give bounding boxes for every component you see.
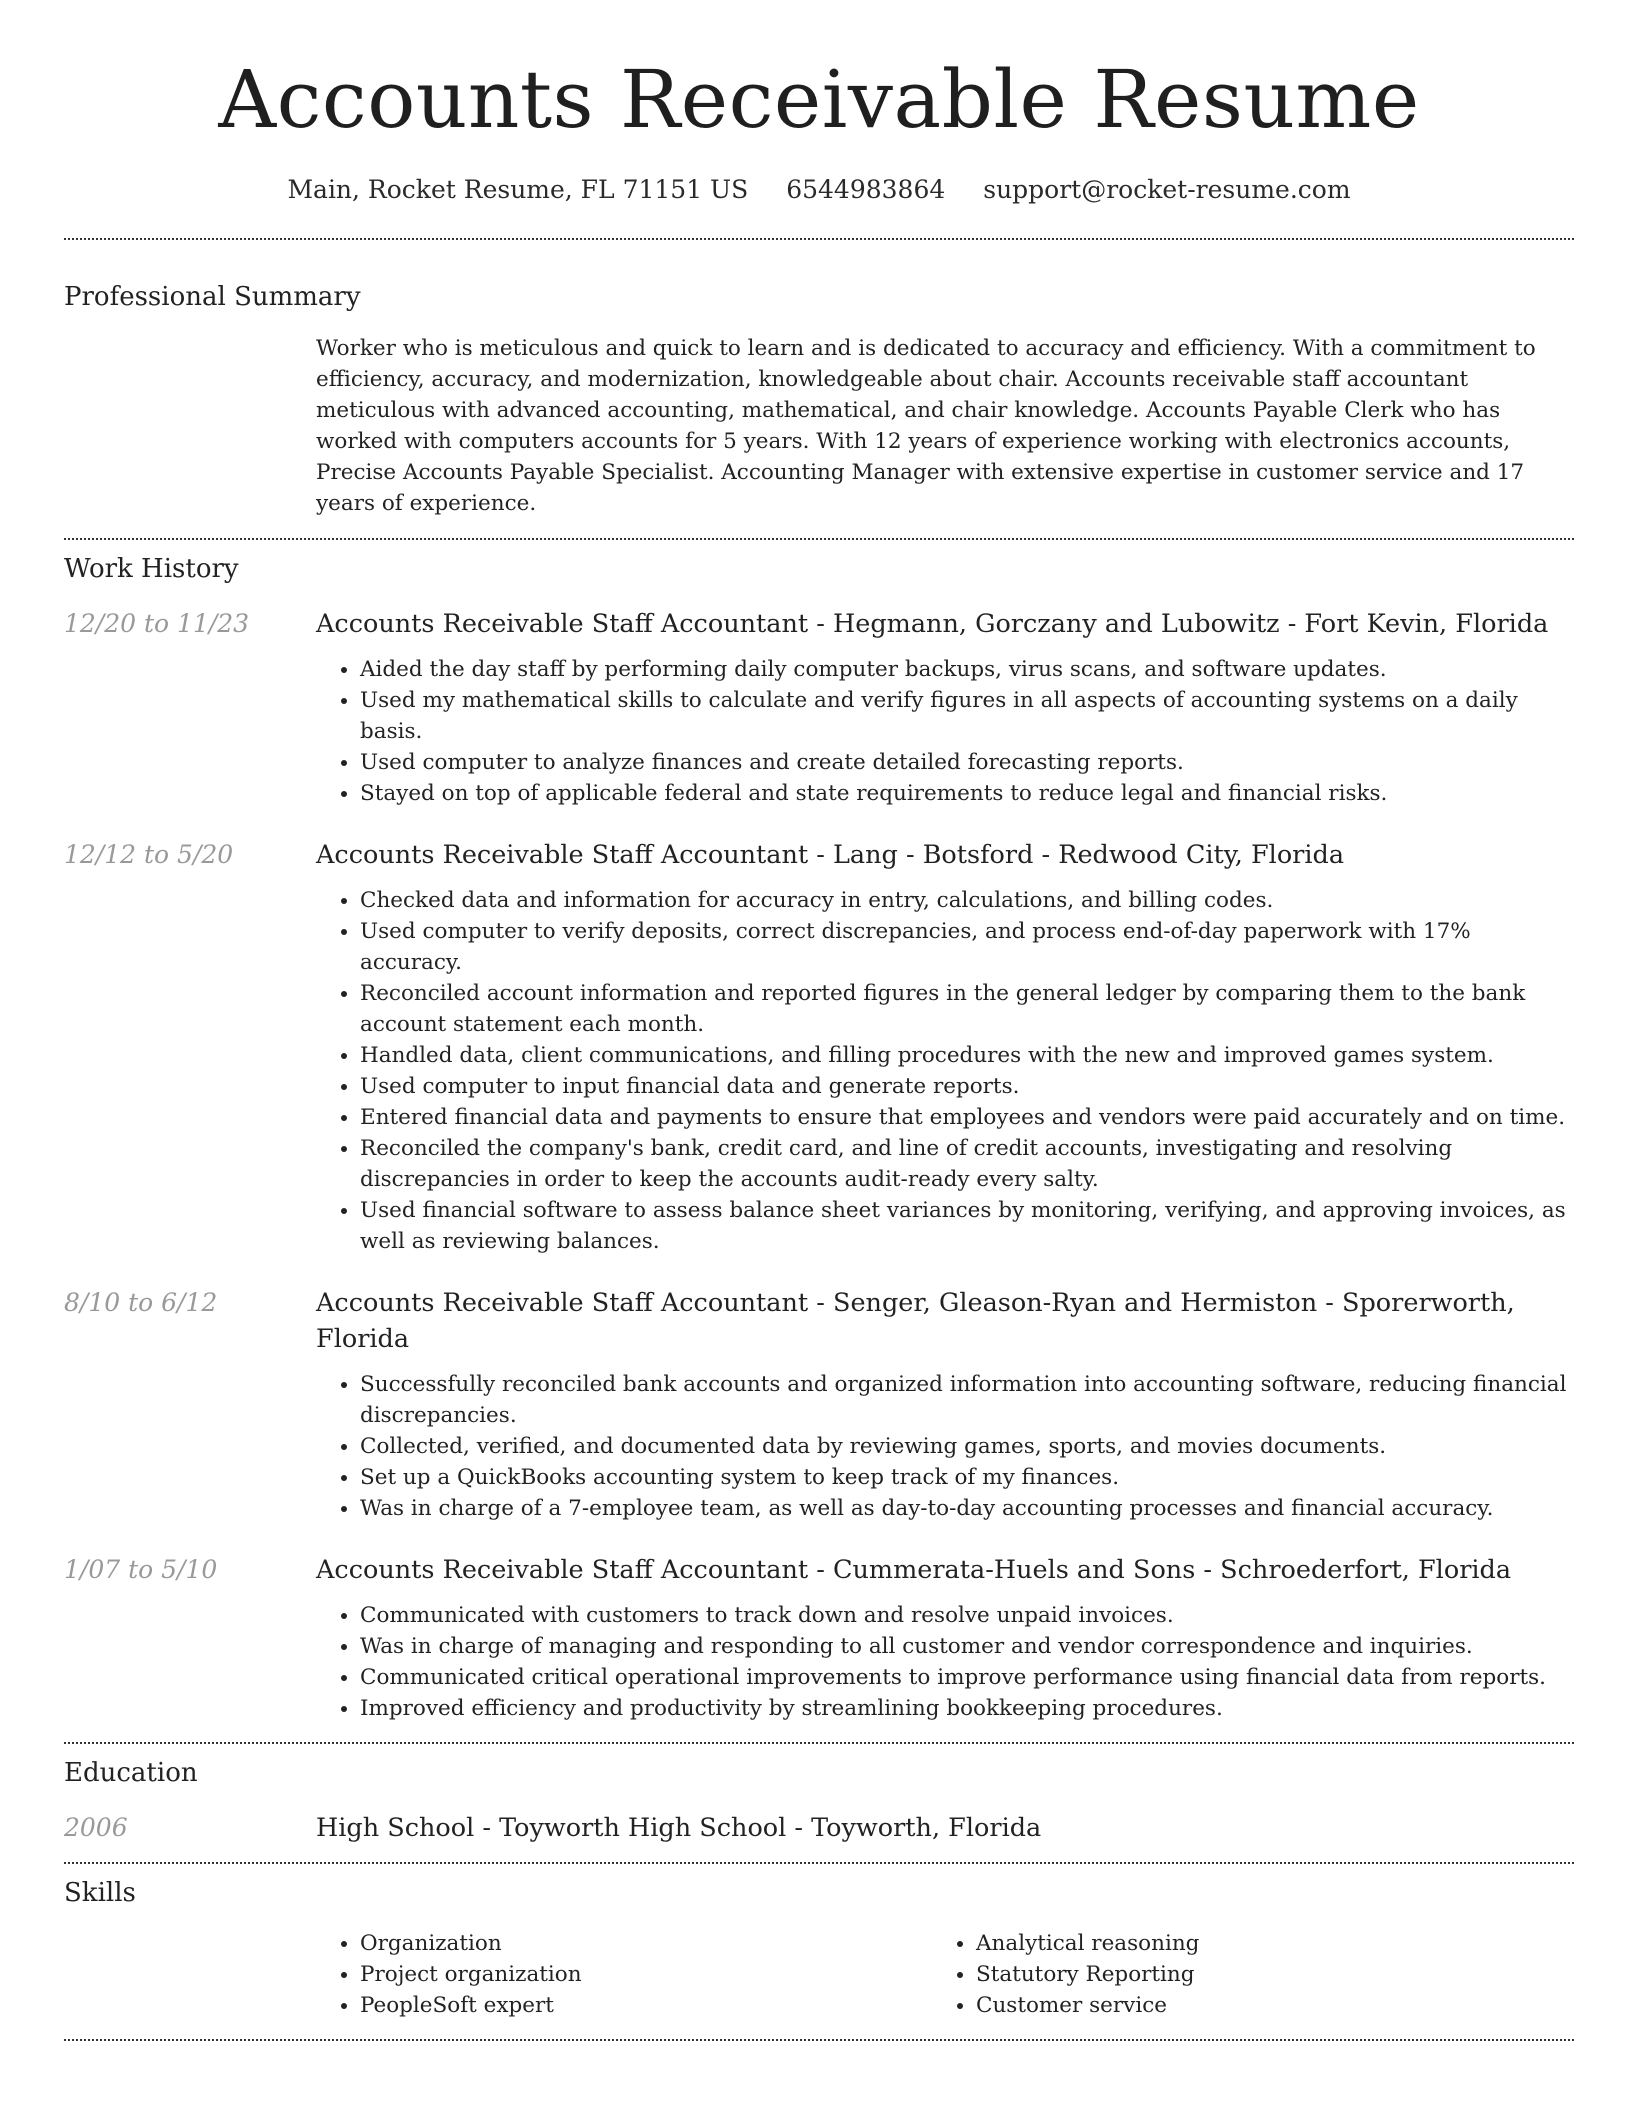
contact-email: support@rocket-resume.com [983, 175, 1351, 204]
job-bullet: • Used computer to analyze finances and create detailed forecasting reports. [360, 747, 1574, 778]
contact-address: Main, Rocket Resume, FL 71151 US [287, 175, 749, 204]
job-bullet: • Collected, verified, and documented data by reviewing games, sports, and movies documents. [360, 1431, 1574, 1462]
skill-item: • Project organization [360, 1959, 932, 1990]
job-dates: 8/10 to 6/12 [64, 1288, 218, 1317]
job-bullets [316, 1369, 1574, 1524]
job-bullets [316, 1600, 1574, 1724]
job-bullet: • Improved efficiency and productivity by streamlining bookkeeping procedures. [360, 1693, 1574, 1724]
skills-column-left [316, 1928, 932, 2021]
divider [64, 2039, 1574, 2041]
job-bullet: • Set up a QuickBooks accounting system to keep track of my finances. [360, 1462, 1574, 1493]
job-title: Accounts Receivable Staff Accountant - Lang - Botsford - Redwood City, Florida [316, 840, 1345, 870]
job-bullet: • Aided the day staff by performing daily computer backups, virus scans, and software updates. [360, 654, 1574, 685]
job-bullet: • Was in charge of managing and responding to all customer and vendor correspondence and inquiries. [360, 1631, 1574, 1662]
job-bullet: • Used my mathematical skills to calculate and verify figures in all aspects of accounting systems on a daily basis. [360, 685, 1574, 747]
resume-title: Accounts Receivable Resume [218, 53, 1420, 146]
contact-phone: 6544983864 [786, 175, 946, 204]
job-bullet: • Stayed on top of applicable federal and state requirements to reduce legal and financial risks. [360, 778, 1574, 809]
job-bullet: • Used computer to verify deposits, correct discrepancies, and process end-of-day paperwork with 17% accuracy. [360, 916, 1574, 978]
education-dates: 2006 [64, 1813, 128, 1842]
divider [64, 1862, 1574, 1864]
job-entry [64, 1285, 1574, 1524]
skills-heading: Skills [64, 1878, 136, 1908]
skill-item: • Statutory Reporting [976, 1959, 1548, 1990]
skill-item: • PeopleSoft expert [360, 1990, 932, 2021]
divider [64, 238, 1574, 240]
education-heading: Education [64, 1758, 198, 1788]
skill-item: • Organization [360, 1928, 932, 1959]
job-bullets [316, 654, 1574, 809]
job-bullets [316, 885, 1574, 1257]
skill-item: • Customer service [976, 1990, 1548, 2021]
education-entry [64, 1810, 1574, 1846]
summary-text: Worker who is meticulous and quick to learn and is dedicated to accuracy and efficiency. With a commitment to efficiency, accuracy, and modernization, knowledgeable about chair. Accounts receivable staff accountant meticulous with advanced accounting, mathematical, and chair knowledge. Accounts Payable Clerk who has worked with computers accounts for 5 years. With 12 years of experience working with electronics accounts, Precise Accounts Payable Specialist. Accounting Manager with extensive expertise in customer service and 17 years of experience. [316, 336, 1536, 516]
job-dates: 12/12 to 5/20 [64, 840, 234, 869]
job-title: Accounts Receivable Staff Accountant - Senger, Gleason-Ryan and Hermiston - Sporerworth, Florida [316, 1288, 1515, 1354]
resume-page [64, 0, 1574, 2041]
job-dates: 12/20 to 11/23 [64, 609, 250, 638]
divider [64, 538, 1574, 540]
education-title: High School - Toyworth High School - Toyworth, Florida [316, 1813, 1042, 1843]
job-bullet: • Reconciled account information and reported figures in the general ledger by comparing them to the bank account statement each month. [360, 978, 1574, 1040]
job-bullet: • Used computer to input financial data and generate reports. [360, 1071, 1574, 1102]
skills-column-right [932, 1928, 1548, 2021]
job-bullet: • Successfully reconciled bank accounts and organized information into accounting software, reducing financial discrepancies. [360, 1369, 1574, 1431]
job-entry [64, 606, 1574, 809]
job-entry [64, 837, 1574, 1257]
job-bullet: • Communicated critical operational improvements to improve performance using financial data from reports. [360, 1662, 1574, 1693]
job-bullet: • Entered financial data and payments to ensure that employees and vendors were paid accurately and on time. [360, 1102, 1574, 1133]
job-title: Accounts Receivable Staff Accountant - Cummerata-Huels and Sons - Schroederfort, Florida [316, 1555, 1512, 1585]
job-bullet: • Reconciled the company's bank, credit card, and line of credit accounts, investigating and resolving discrepancies in order to keep the accounts audit-ready every salty. [360, 1133, 1574, 1195]
job-bullet: • Used financial software to assess balance sheet variances by monitoring, verifying, and approving invoices, as well as reviewing balances. [360, 1195, 1574, 1257]
job-bullet: • Communicated with customers to track down and resolve unpaid invoices. [360, 1600, 1574, 1631]
contact-line [64, 172, 1574, 208]
job-entry [64, 1552, 1574, 1724]
work-history-heading: Work History [64, 554, 239, 584]
skill-item: • Analytical reasoning [976, 1928, 1548, 1959]
divider [64, 1742, 1574, 1744]
job-bullet: • Checked data and information for accuracy in entry, calculations, and billing codes. [360, 885, 1574, 916]
job-bullet: • Handled data, client communications, and filling procedures with the new and improved games system. [360, 1040, 1574, 1071]
summary-heading: Professional Summary [64, 282, 361, 312]
skills-list [316, 1928, 1574, 2021]
job-title: Accounts Receivable Staff Accountant - Hegmann, Gorczany and Lubowitz - Fort Kevin, Florida [316, 609, 1549, 639]
job-dates: 1/07 to 5/10 [64, 1555, 218, 1584]
job-bullet: • Was in charge of a 7-employee team, as well as day-to-day accounting processes and financial accuracy. [360, 1493, 1574, 1524]
